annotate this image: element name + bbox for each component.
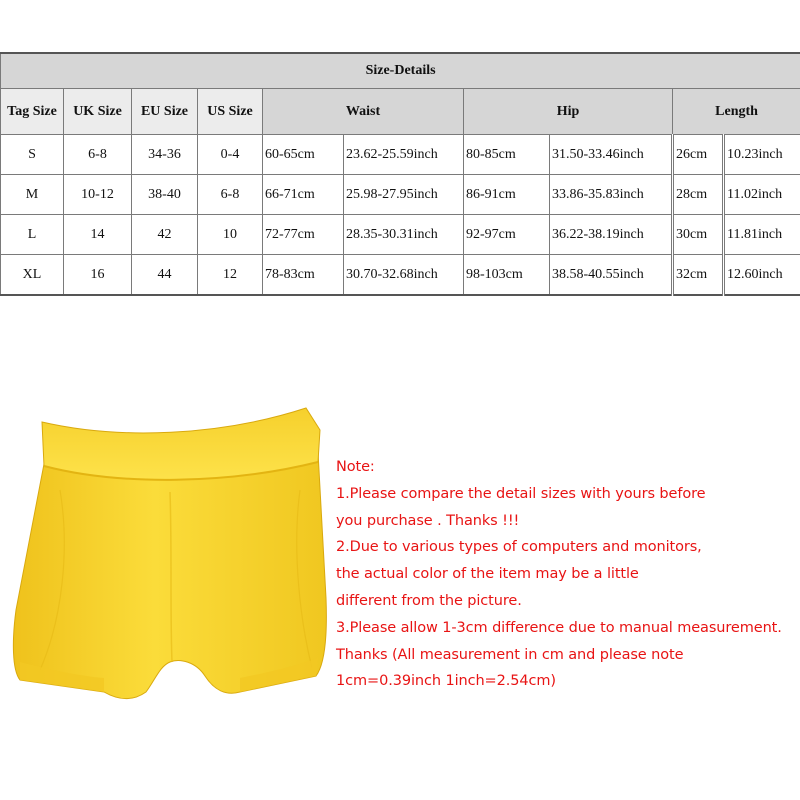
cell-us: 0-4 bbox=[198, 135, 263, 175]
note-line: 3.Please allow 1-3cm difference due to manual measurement. bbox=[336, 619, 782, 636]
cell-waist-cm: 72-77cm bbox=[263, 215, 344, 255]
cell-length-in: 11.02inch bbox=[724, 175, 800, 215]
header-eu-size: EU Size bbox=[132, 89, 198, 135]
cell-waist-in: 28.35-30.31inch bbox=[344, 215, 464, 255]
yellow-shorts-icon bbox=[0, 400, 330, 720]
cell-eu: 34-36 bbox=[132, 135, 198, 175]
header-tag-size: Tag Size bbox=[1, 89, 64, 135]
cell-us: 10 bbox=[198, 215, 263, 255]
header-length: Length bbox=[673, 89, 800, 135]
note-text bbox=[336, 454, 796, 695]
table-title: Size-Details bbox=[1, 53, 800, 89]
note-line: 1cm=0.39inch 1inch=2.54cm) bbox=[336, 673, 556, 690]
cell-hip-cm: 92-97cm bbox=[464, 215, 550, 255]
cell-waist-in: 25.98-27.95inch bbox=[344, 175, 464, 215]
note-line: 2.Due to various types of computers and monitors, bbox=[336, 539, 702, 556]
note-line: you purchase . Thanks !!! bbox=[336, 512, 520, 529]
header-waist: Waist bbox=[263, 89, 464, 135]
cell-hip-cm: 80-85cm bbox=[464, 135, 550, 175]
cell-hip-in: 31.50-33.46inch bbox=[550, 135, 673, 175]
cell-tag: L bbox=[1, 215, 64, 255]
note-line: the actual color of the item may be a little bbox=[336, 566, 639, 583]
cell-waist-cm: 66-71cm bbox=[263, 175, 344, 215]
cell-eu: 42 bbox=[132, 215, 198, 255]
table-row bbox=[1, 175, 800, 215]
table-row bbox=[1, 215, 800, 255]
note-line: 1.Please compare the detail sizes with yours before bbox=[336, 485, 706, 502]
cell-waist-cm: 78-83cm bbox=[263, 255, 344, 296]
cell-waist-in: 23.62-25.59inch bbox=[344, 135, 464, 175]
cell-length-in: 11.81inch bbox=[724, 215, 800, 255]
cell-length-in: 10.23inch bbox=[724, 135, 800, 175]
note-line: Thanks (All measurement in cm and please note bbox=[336, 646, 684, 663]
cell-waist-in: 30.70-32.68inch bbox=[344, 255, 464, 296]
header-uk-size: UK Size bbox=[64, 89, 132, 135]
cell-hip-cm: 86-91cm bbox=[464, 175, 550, 215]
cell-length-cm: 28cm bbox=[673, 175, 724, 215]
table-row bbox=[1, 255, 800, 296]
cell-us: 12 bbox=[198, 255, 263, 296]
cell-eu: 38-40 bbox=[132, 175, 198, 215]
cell-tag: M bbox=[1, 175, 64, 215]
cell-length-cm: 32cm bbox=[673, 255, 724, 296]
cell-waist-cm: 60-65cm bbox=[263, 135, 344, 175]
cell-hip-in: 36.22-38.19inch bbox=[550, 215, 673, 255]
size-details-table bbox=[0, 52, 800, 296]
cell-length-in: 12.60inch bbox=[724, 255, 800, 296]
cell-hip-cm: 98-103cm bbox=[464, 255, 550, 296]
header-us-size: US Size bbox=[198, 89, 263, 135]
note-line: different from the picture. bbox=[336, 592, 522, 609]
cell-hip-in: 33.86-35.83inch bbox=[550, 175, 673, 215]
product-image bbox=[0, 400, 330, 720]
cell-length-cm: 26cm bbox=[673, 135, 724, 175]
cell-uk: 10-12 bbox=[64, 175, 132, 215]
note-heading: Note: bbox=[336, 459, 375, 475]
cell-us: 6-8 bbox=[198, 175, 263, 215]
cell-uk: 14 bbox=[64, 215, 132, 255]
cell-eu: 44 bbox=[132, 255, 198, 296]
table-row bbox=[1, 135, 800, 175]
cell-uk: 16 bbox=[64, 255, 132, 296]
cell-length-cm: 30cm bbox=[673, 215, 724, 255]
header-hip: Hip bbox=[464, 89, 673, 135]
cell-tag: S bbox=[1, 135, 64, 175]
cell-hip-in: 38.58-40.55inch bbox=[550, 255, 673, 296]
cell-uk: 6-8 bbox=[64, 135, 132, 175]
cell-tag: XL bbox=[1, 255, 64, 296]
